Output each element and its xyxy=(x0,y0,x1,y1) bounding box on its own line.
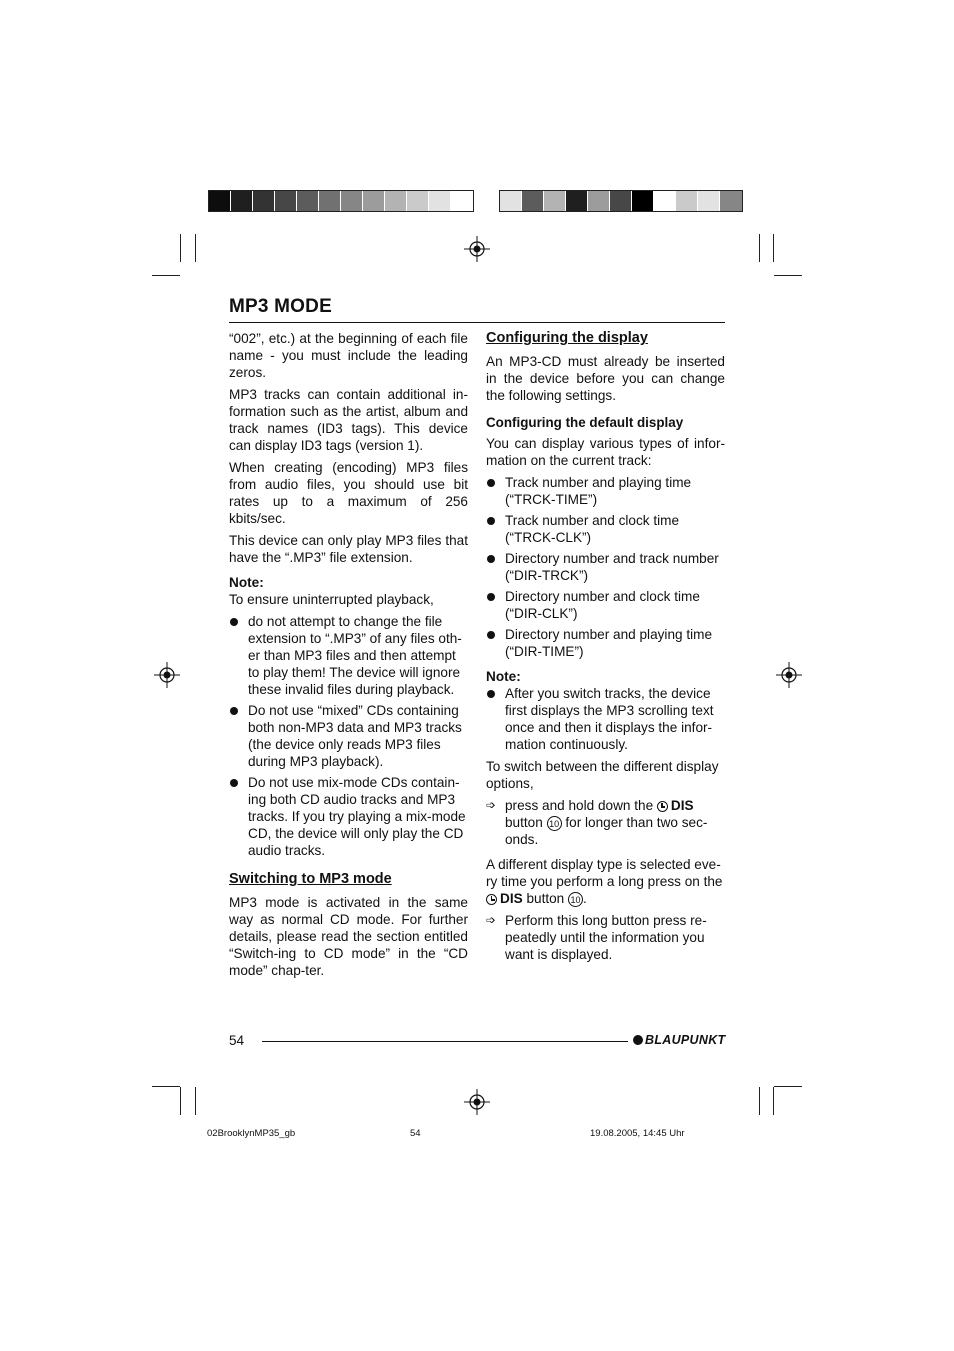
note-label: Note: xyxy=(486,669,521,684)
paragraph: MP3 tracks can contain additional in-formation such as the artist, album and track names (ID3 tags). This device can display ID3 tags (version 1). xyxy=(229,387,468,453)
bullet-icon xyxy=(487,631,495,639)
section-heading: Switching to MP3 mode xyxy=(229,871,392,887)
bullet-list xyxy=(229,613,468,859)
list-item: Track number and playing time (“TRCK-TIME”) xyxy=(486,474,725,508)
step-item: ➩ Perform this long button press re-peatedly until the information you want is displayed. xyxy=(486,913,707,962)
crop-mark xyxy=(180,234,181,262)
paragraph: You can display various types of infor-mation on the current track: xyxy=(486,436,725,468)
list-item: do not attempt to change the file extension to “.MP3” of any files oth-er than MP3 files and then attempt to play them! The device will ignore these invalid files during playback. xyxy=(229,613,468,698)
color-swatch xyxy=(566,191,588,211)
brand-dot-icon xyxy=(633,1035,643,1045)
brand-logo: BLAUPUNKT xyxy=(633,1033,725,1047)
list-item: After you switch tracks, the device first displays the MP3 scrolling text once and then it displays the infor-mation continuously. xyxy=(486,685,725,753)
color-swatch xyxy=(385,191,407,211)
color-swatch xyxy=(363,191,385,211)
step-list xyxy=(486,797,725,848)
section-heading: Configuring the display xyxy=(486,330,648,346)
clock-icon xyxy=(657,801,668,812)
slug-page: 54 xyxy=(410,1128,421,1139)
list-item: Directory number and track number (“DIR-TRCK”) xyxy=(486,550,725,584)
button-number-badge: 10 xyxy=(568,892,583,907)
step-list xyxy=(486,912,725,963)
color-swatch xyxy=(451,191,473,211)
registration-mark-icon xyxy=(154,662,180,688)
page-number: 54 xyxy=(229,1033,245,1048)
title-rule xyxy=(229,322,725,323)
bullet-icon xyxy=(230,707,238,715)
color-swatch xyxy=(522,191,544,211)
arrow-right-icon: ➩ xyxy=(486,798,497,812)
bullet-icon xyxy=(487,555,495,563)
color-swatch xyxy=(544,191,566,211)
subsection-heading: Configuring the default display xyxy=(486,415,684,430)
list-item: Directory number and clock time (“DIR-CLK”) xyxy=(486,588,725,622)
crop-mark xyxy=(774,275,802,276)
note-label: Note: xyxy=(229,575,264,590)
paragraph: To switch between the different display options, xyxy=(486,759,719,791)
button-number-badge: 10 xyxy=(547,816,562,831)
color-swatch xyxy=(253,191,275,211)
slug-filename: 02BrooklynMP35_gb xyxy=(207,1128,296,1139)
crop-mark xyxy=(774,1086,802,1087)
arrow-right-icon: ➩ xyxy=(486,913,497,927)
crop-mark xyxy=(773,1087,774,1115)
paragraph: “002”, etc.) at the beginning of each file name - you must include the leading zeros. xyxy=(229,331,468,380)
color-swatch xyxy=(632,191,654,211)
bullet-list xyxy=(486,685,725,753)
registration-mark-icon xyxy=(776,662,802,688)
paragraph: An MP3-CD must already be inserted in the device before you can change the following settings. xyxy=(486,354,725,403)
bullet-icon xyxy=(230,618,238,626)
crop-mark xyxy=(759,1087,760,1115)
bullet-icon xyxy=(487,593,495,601)
color-swatch xyxy=(319,191,341,211)
list-item: Directory number and playing time (“DIR-TIME”) xyxy=(486,626,725,660)
color-bar-left xyxy=(208,190,474,212)
color-swatch xyxy=(654,191,676,211)
color-swatch xyxy=(500,191,522,211)
crop-mark xyxy=(195,1087,196,1115)
paragraph: This device can only play MP3 files that have the “.MP3” file extension. xyxy=(229,533,468,565)
bullet-list xyxy=(486,474,725,660)
page-title: MP3 MODE xyxy=(229,296,332,317)
registration-mark-icon xyxy=(464,1089,490,1115)
color-swatch xyxy=(231,191,253,211)
color-swatch xyxy=(698,191,720,211)
crop-mark xyxy=(152,275,180,276)
crop-mark xyxy=(195,234,196,262)
paragraph: A different display type is selected eve-ry time you perform a long press on the DIS button 10 . xyxy=(486,857,723,906)
list-item: Track number and clock time (“TRCK-CLK”) xyxy=(486,512,725,546)
color-swatch xyxy=(429,191,451,211)
paragraph: To ensure uninterrupted playback, xyxy=(229,592,434,607)
crop-mark xyxy=(773,234,774,262)
bullet-icon xyxy=(487,690,495,698)
list-item: Do not use “mixed” CDs containing both non-MP3 data and MP3 tracks (the device only reads MP3 files during MP3 playback). xyxy=(229,702,468,770)
color-swatch xyxy=(720,191,742,211)
footer-rule xyxy=(262,1041,628,1042)
clock-icon xyxy=(486,894,497,905)
color-swatch xyxy=(676,191,698,211)
color-swatch xyxy=(407,191,429,211)
color-bar-right xyxy=(499,190,743,212)
left-column xyxy=(229,330,468,984)
step-item: ➩ press and hold down the DIS button 10 for longer than two sec-onds. xyxy=(486,798,708,847)
crop-mark xyxy=(152,1086,180,1087)
bullet-icon xyxy=(230,779,238,787)
paragraph: When creating (encoding) MP3 files from audio files, you should use bit rates up to a maximum of 256 kbits/sec. xyxy=(229,460,468,526)
color-swatch xyxy=(610,191,632,211)
color-swatch xyxy=(209,191,231,211)
registration-mark-icon xyxy=(464,236,490,262)
list-item: Do not use mix-mode CDs contain-ing both CD audio tracks and MP3 tracks. If you try playing a mix-mode CD, the device will only play the CD audio tracks. xyxy=(229,774,468,859)
color-swatch xyxy=(275,191,297,211)
right-column xyxy=(486,330,725,968)
color-swatch xyxy=(588,191,610,211)
crop-mark xyxy=(759,234,760,262)
color-swatch xyxy=(341,191,363,211)
color-swatch xyxy=(297,191,319,211)
slug-date: 19.08.2005, 14:45 Uhr xyxy=(590,1128,685,1139)
paragraph: MP3 mode is activated in the same way as normal CD mode. For further details, please read the section entitled “Switch-ing to CD mode” in the “CD mode” chap-ter. xyxy=(229,895,468,978)
crop-mark xyxy=(180,1087,181,1115)
bullet-icon xyxy=(487,479,495,487)
bullet-icon xyxy=(487,517,495,525)
